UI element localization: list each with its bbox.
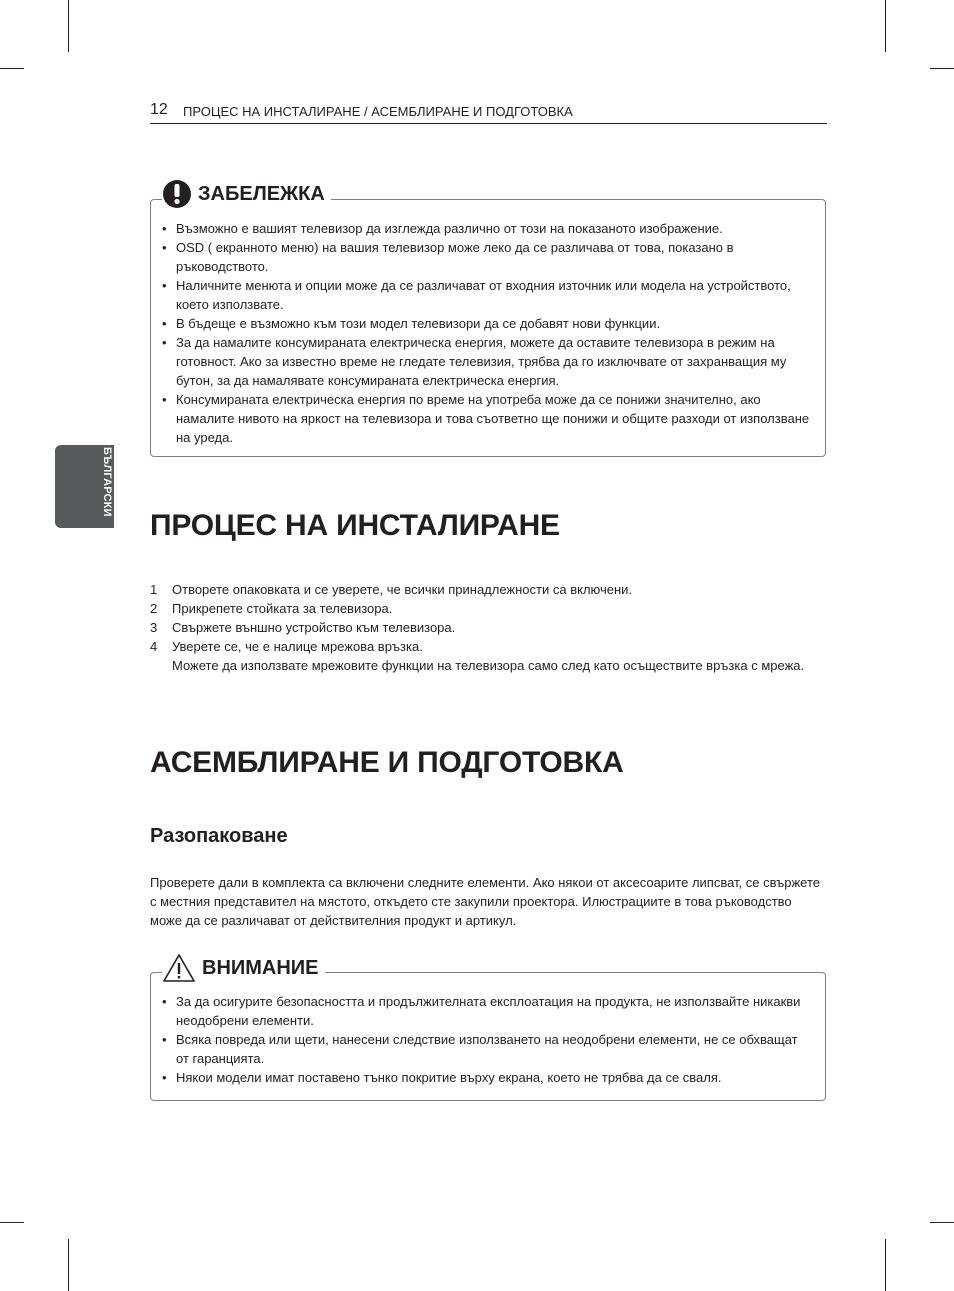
page-number: 12 — [150, 101, 168, 118]
crop-mark — [930, 1222, 954, 1223]
step-number: 2 — [150, 601, 158, 616]
unpacking-paragraph: Проверете дали в комплекта са включени следните елементи. Ако някои от аксесоарите липсват, се свържете с местния представител на мястото, откъдето сте закупили проектора. Илюстрациите в това ръководство може да се различават от действителния продукт и артикул. — [150, 875, 820, 928]
note-list — [160, 219, 810, 447]
crop-mark — [0, 68, 24, 69]
install-step — [150, 618, 820, 637]
crop-mark — [0, 1222, 24, 1223]
step-number: 3 — [150, 620, 158, 635]
step-text: Отворете опаковката и се уверете, че всички принадлежности са включени. — [172, 582, 633, 597]
install-steps — [150, 580, 820, 675]
note-heading — [162, 174, 331, 214]
language-tab-label: БЪЛГАРСКИ — [101, 447, 113, 517]
assembly-heading: АСЕМБЛИРАНЕ И ПОДГОТОВКА — [150, 746, 624, 779]
note-item: • Консумираната електрическа енергия по време на употреба може да се понижи значително, ако намалите нивото на яркост на телевизора и това съответно ще понижи и общите разходи от използване на уреда. — [160, 390, 810, 447]
page-header — [150, 101, 827, 124]
crop-mark — [885, 0, 886, 52]
note-item: • В бъдеще е възможно към този модел телевизори да се добавят нови функции. — [160, 314, 810, 333]
caution-item: • За да осигурите безопасността и продължителната експлоатация на продукта, не използвайте никакви неодобрени елементи. — [160, 992, 810, 1030]
install-step — [150, 599, 820, 618]
crop-mark — [885, 1239, 886, 1291]
note-title: ЗАБЕЛЕЖКА — [198, 182, 325, 205]
install-heading: ПРОЦЕС НА ИНСТАЛИРАНЕ — [150, 509, 560, 542]
note-item: • За да намалите консумираната електрическа енергия, можете да оставите телевизора в режим на готовност. Ако за известно време не гледате телевизия, трябва да го изключвате от захранващия му бутон, за да намалявате консумираната електрическа енергия. — [160, 333, 810, 390]
crop-mark — [68, 0, 69, 52]
header-title: ПРОЦЕС НА ИНСТАЛИРАНЕ / АСЕМБЛИРАНЕ И ПОДГОТОВКА — [183, 104, 573, 119]
language-tab — [55, 445, 114, 528]
install-step — [150, 637, 820, 675]
caution-list — [160, 992, 810, 1087]
note-item: • Възможно е вашият телевизор да изглежда различно от този на показаното изображение. — [160, 219, 810, 238]
step-text: Уверете се, че е налице мрежова връзка. — [172, 639, 423, 654]
note-item: • OSD ( екранното меню) на вашия телевизор може леко да се различава от това, показано в ръководството. — [160, 238, 810, 276]
install-step — [150, 580, 820, 599]
exclamation-circle-icon — [162, 179, 192, 209]
caution-item: • Някои модели имат поставено тънко покритие върху екрана, което не трябва да се сваля. — [160, 1068, 810, 1087]
warning-triangle-icon — [162, 953, 196, 983]
caution-heading — [162, 948, 325, 988]
unpacking-heading: Разопаковане — [150, 825, 288, 847]
step-text: Прикрепете стойката за телевизора. — [172, 601, 393, 616]
note-item: • Наличните менюта и опции може да се различават от входния източник или модела на устройството, което използвате. — [160, 276, 810, 314]
caution-title: ВНИМАНИЕ — [202, 956, 319, 979]
step-subtext: Можете да използвате мрежовите функции на телевизора само след като осъществите връзка с мрежа. — [172, 658, 805, 673]
caution-item: • Всяка повреда или щети, нанесени следствие използването на неодобрени елементи, не се обхващат от гаранцията. — [160, 1030, 810, 1068]
crop-mark — [68, 1239, 69, 1291]
crop-mark — [930, 68, 954, 69]
step-text: Свържете външно устройство към телевизора. — [172, 620, 456, 635]
step-number: 1 — [150, 582, 158, 597]
step-number: 4 — [150, 639, 158, 654]
